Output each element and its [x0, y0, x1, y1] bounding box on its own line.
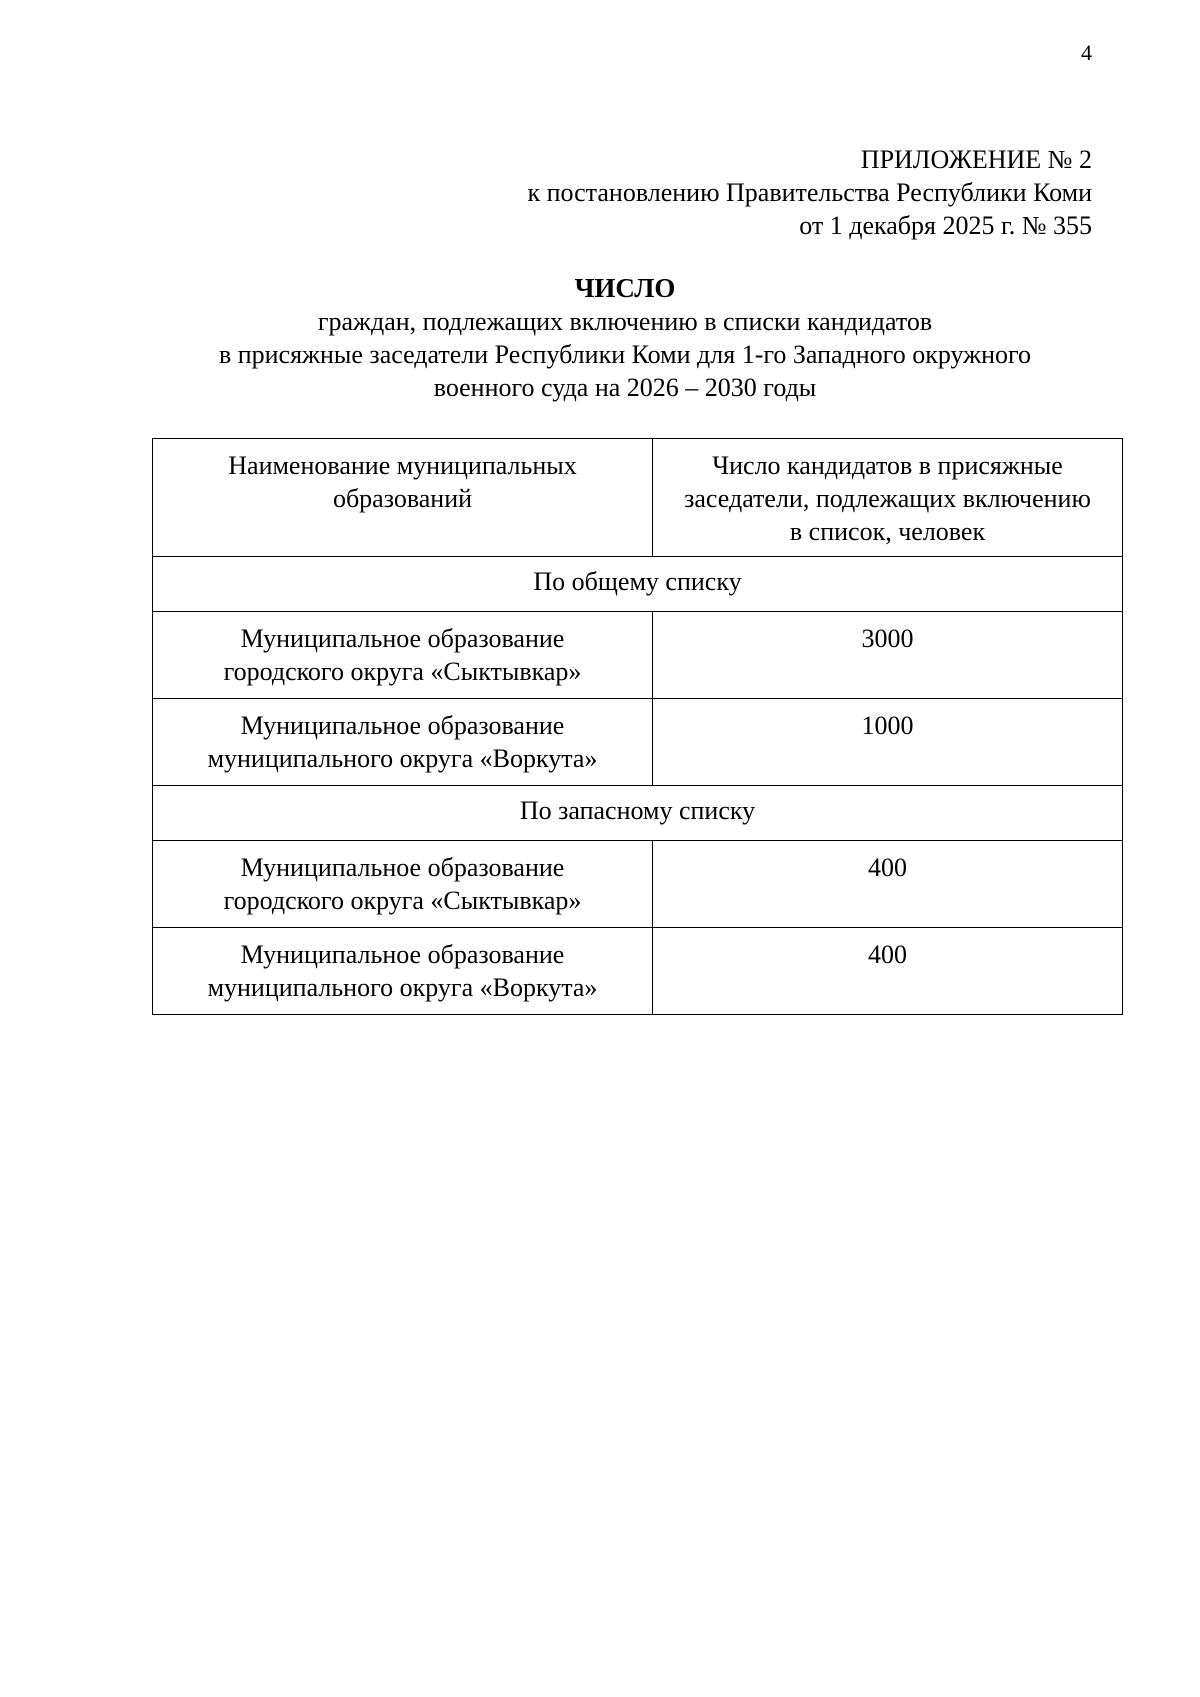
title-line-2: в присяжные заседатели Республики Коми для 1-го Западного окружного — [218, 340, 1032, 369]
candidates-table — [152, 438, 1123, 1015]
appendix-header — [527, 143, 1092, 242]
count-cell: 400 — [653, 841, 1123, 928]
count-cell: 400 — [653, 928, 1123, 1015]
appendix-title: ПРИЛОЖЕНИЕ № 2 — [860, 145, 1092, 174]
municipality-cell: Муниципальное образование городского округа «Сыктывкар» — [153, 841, 653, 928]
table-header-row — [153, 439, 1123, 557]
table-row — [153, 841, 1123, 928]
appendix-reference: к постановлению Правительства Республики Коми — [527, 178, 1092, 207]
title-heading: ЧИСЛО — [574, 273, 676, 303]
section-label: По запасному списку — [153, 786, 1123, 841]
municipality-cell: Муниципальное образование муниципального округа «Воркута» — [153, 928, 653, 1015]
count-cell: 1000 — [653, 699, 1123, 786]
count-cell: 3000 — [653, 612, 1123, 699]
document-title — [140, 271, 1110, 404]
table-row — [153, 928, 1123, 1015]
table-row — [153, 699, 1123, 786]
header-candidates-count: Число кандидатов в присяжные заседатели, подлежащих включению в список, человек — [653, 439, 1123, 557]
municipality-cell: Муниципальное образование городского округа «Сыктывкар» — [153, 612, 653, 699]
section-label: По общему списку — [153, 557, 1123, 612]
title-line-1: граждан, подлежащих включению в списки кандидатов — [317, 307, 933, 336]
municipality-cell: Муниципальное образование муниципального округа «Воркута» — [153, 699, 653, 786]
page-number: 4 — [1081, 40, 1092, 65]
section-row-general — [153, 557, 1123, 612]
appendix-date: от 1 декабря 2025 г. № 355 — [799, 211, 1092, 240]
header-municipality: Наименование муниципальных образований — [153, 439, 653, 557]
title-line-3: военного суда на 2026 – 2030 годы — [433, 373, 817, 402]
section-row-reserve — [153, 786, 1123, 841]
table-row — [153, 612, 1123, 699]
